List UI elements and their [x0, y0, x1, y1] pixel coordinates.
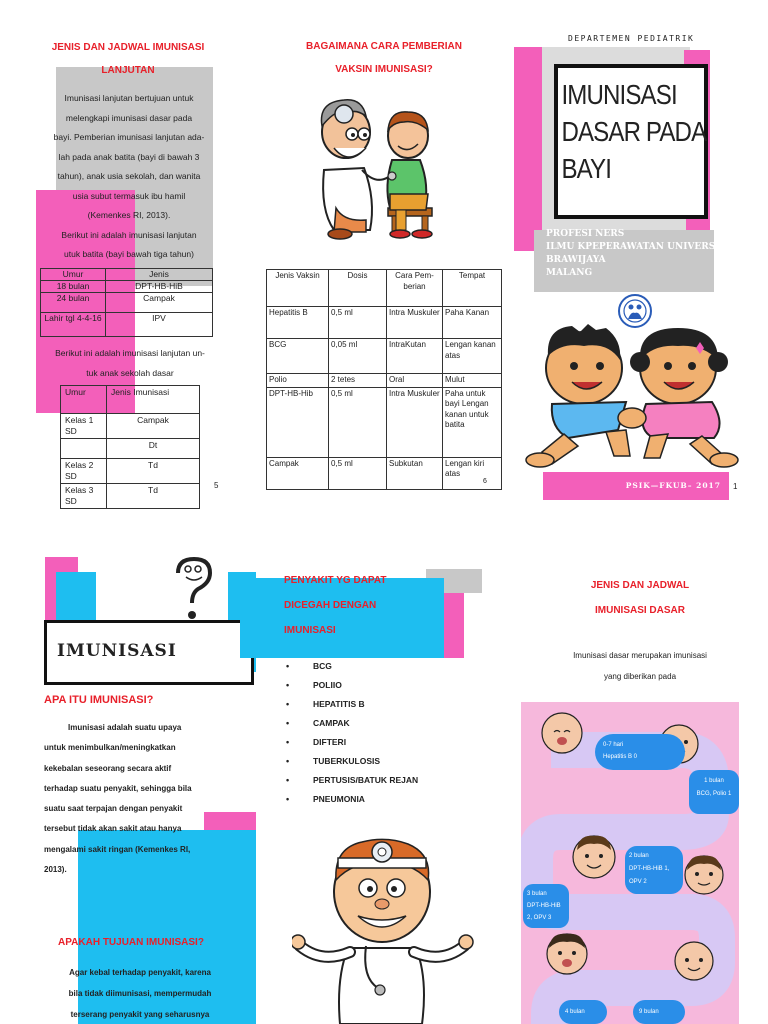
title-box	[554, 64, 708, 219]
baby-face-icon	[671, 938, 717, 984]
list-item: • PNEUMONIA	[286, 790, 418, 809]
schedule-label: 4 bulan	[559, 1000, 607, 1024]
table-header: Dosis	[329, 270, 387, 307]
panel-penyakit	[256, 512, 512, 1024]
cyan-rect	[56, 572, 96, 624]
page-number: 6	[483, 478, 487, 485]
table-row: Dt	[61, 439, 200, 459]
table-row: Hepatitis B 0,5 ml Intra Muskuler Paha Kanan	[267, 307, 502, 339]
table-header: Tempat	[443, 270, 502, 307]
definition-paragraph: Imunisasi adalah suatu upaya untuk menimbulkan/meningkatkan kekebalan seseorang secara aktif terhadap suatu penyakit, sehingga bila suatu saat terpajan dengan penyakit tersebut tidak akan sakit atau hanya mengalami sakit ringan (Kemenkes RI, 2013).	[44, 723, 192, 875]
table-row: Polio 2 tetes Oral Mulut	[267, 374, 502, 388]
table-row: 24 bulan Campak	[41, 293, 213, 313]
schedule-chart	[521, 702, 739, 1024]
department-label: DEPARTEMEN PEDIATRIK	[568, 34, 695, 43]
table-row: BCG 0,05 ml IntraKutan Lengan kanan atas	[267, 339, 502, 374]
panel-lanjutan	[0, 0, 256, 512]
table-row: 18 bulan DPT-HB-HiB	[41, 281, 213, 293]
footer-text: PSIK—FKUB– 2017	[625, 481, 721, 490]
institution-block: PROFESI NERS ILMU KPEPERAWATAN UNIVERSITAS BRAWIJAYA MALANG	[546, 229, 740, 278]
pink-rect	[444, 593, 464, 658]
list-item: • HEPATITIS B	[286, 695, 418, 714]
panel-apa-itu	[0, 512, 256, 1024]
schedule-label: 2 bulan DPT-HB-HiB 1, OPV 2	[625, 846, 683, 894]
list-item: • BCG	[286, 657, 418, 676]
table-header: Jenis	[106, 269, 213, 281]
page-number: 5	[214, 481, 219, 490]
section-title: JENIS DAN JADWAL IMUNISASI DASAR	[590, 580, 690, 616]
intro-paragraph: Imunisasi dasar merupakan imunisasi yang diberikan pada	[573, 651, 707, 681]
baby-face-icon	[681, 852, 727, 898]
cover-title-line: BAYI	[561, 153, 612, 184]
table-row: Kelas 2 SD Td	[61, 459, 200, 484]
list-item: • TUBERKULOSIS	[286, 752, 418, 771]
table-header: Cara Pem-berian	[387, 270, 443, 307]
panel-cover	[512, 0, 768, 512]
footer-bar	[543, 472, 729, 500]
section-title: BAGAIMANA CARA PEMBERIAN VAKSIN IMUNISASI?	[306, 41, 462, 75]
table-header: Jenis Imunisasi	[107, 386, 200, 414]
banner-title: IMUNISASI	[57, 641, 177, 661]
list-item: • PERTUSIS/BATUK REJAN	[286, 771, 418, 790]
section-heading: APAKAH TUJUAN IMUNISASI?	[58, 937, 204, 948]
list-item: • POLIIO	[286, 676, 418, 695]
batita-table	[40, 268, 213, 337]
schedule-label: 3 bulan DPT-HB-HiB 2, OPV 3	[523, 884, 569, 928]
table-row: DPT-HB-Hib 0,5 ml Intra Muskuler Paha untuk bayi Lengan kanan untuk batita	[267, 387, 502, 457]
schedule-label: 0-7 hari Hepatitis B 0	[595, 734, 685, 770]
purpose-paragraph: Agar kebal terhadap penyakit, karena bila tidak diimunisasi, mempermudah terserang penyakit yang seharusnya	[68, 968, 212, 1019]
pink-rect	[514, 47, 542, 251]
baby-face-icon	[569, 832, 619, 882]
sd-paragraph: Berikut ini adalah imunisasi lanjutan un- tuk anak sekolah dasar	[55, 348, 205, 378]
sd-table	[60, 385, 200, 509]
panel-cara-pemberian	[256, 0, 512, 512]
baby-face-icon	[543, 930, 591, 978]
table-header: Umur	[61, 386, 107, 414]
kids-illustration	[522, 320, 744, 472]
panel-jadwal-dasar	[512, 512, 768, 1024]
cover-title-line: IMUNISASI	[561, 79, 677, 110]
schedule-label: 1 bulan BCG, Polio 1	[689, 770, 739, 814]
section-heading: APA ITU IMUNISASI?	[44, 694, 154, 706]
section-title: JENIS DAN JADWAL IMUNISASI LANJUTAN	[51, 42, 205, 76]
page-number: 1	[733, 482, 738, 491]
cartoon-doctor-illustration	[292, 828, 474, 1024]
question-mark-icon	[158, 555, 226, 623]
list-item: • DIFTERI	[286, 733, 418, 752]
table-row: Campak 0,5 ml Subkutan Lengan kiri atas	[267, 457, 502, 489]
baby-face-icon	[539, 710, 585, 756]
schedule-label: 9 bulan	[633, 1000, 685, 1024]
section-title: PENYAKIT YG DAPAT DICEGAH DENGAN IMUNISASI	[284, 575, 387, 636]
banner-box	[44, 620, 254, 685]
list-item: • CAMPAK	[286, 714, 418, 733]
table-row: Kelas 3 SD Td	[61, 484, 200, 509]
table-header: Jenis Vaksin	[267, 270, 329, 307]
table-header: Umur	[41, 269, 106, 281]
table-row: Kelas 1 SD Campak	[61, 414, 200, 439]
doctor-child-illustration	[304, 90, 444, 240]
vaksin-table	[266, 269, 502, 490]
intro-paragraph: Imunisasi lanjutan bertujuan untuk melengkapi imunisasi dasar pada bayi. Pemberian imunisasi lanjutan ada- lah pada anak batita (bayi di bawah 3 tahun), anak usia sekolah, dan wanita usia subut termasuk ibu hamil (Kemenkes RI, 2013). Berikut ini adalah imunisasi lanjutan utuk batita (bayi bawah tiga tahun)	[53, 93, 205, 259]
table-row: Lahir tgl 4-4-16 IPV	[41, 313, 213, 337]
cover-title-line: DASAR PADA	[561, 116, 707, 147]
disease-list	[286, 657, 418, 809]
